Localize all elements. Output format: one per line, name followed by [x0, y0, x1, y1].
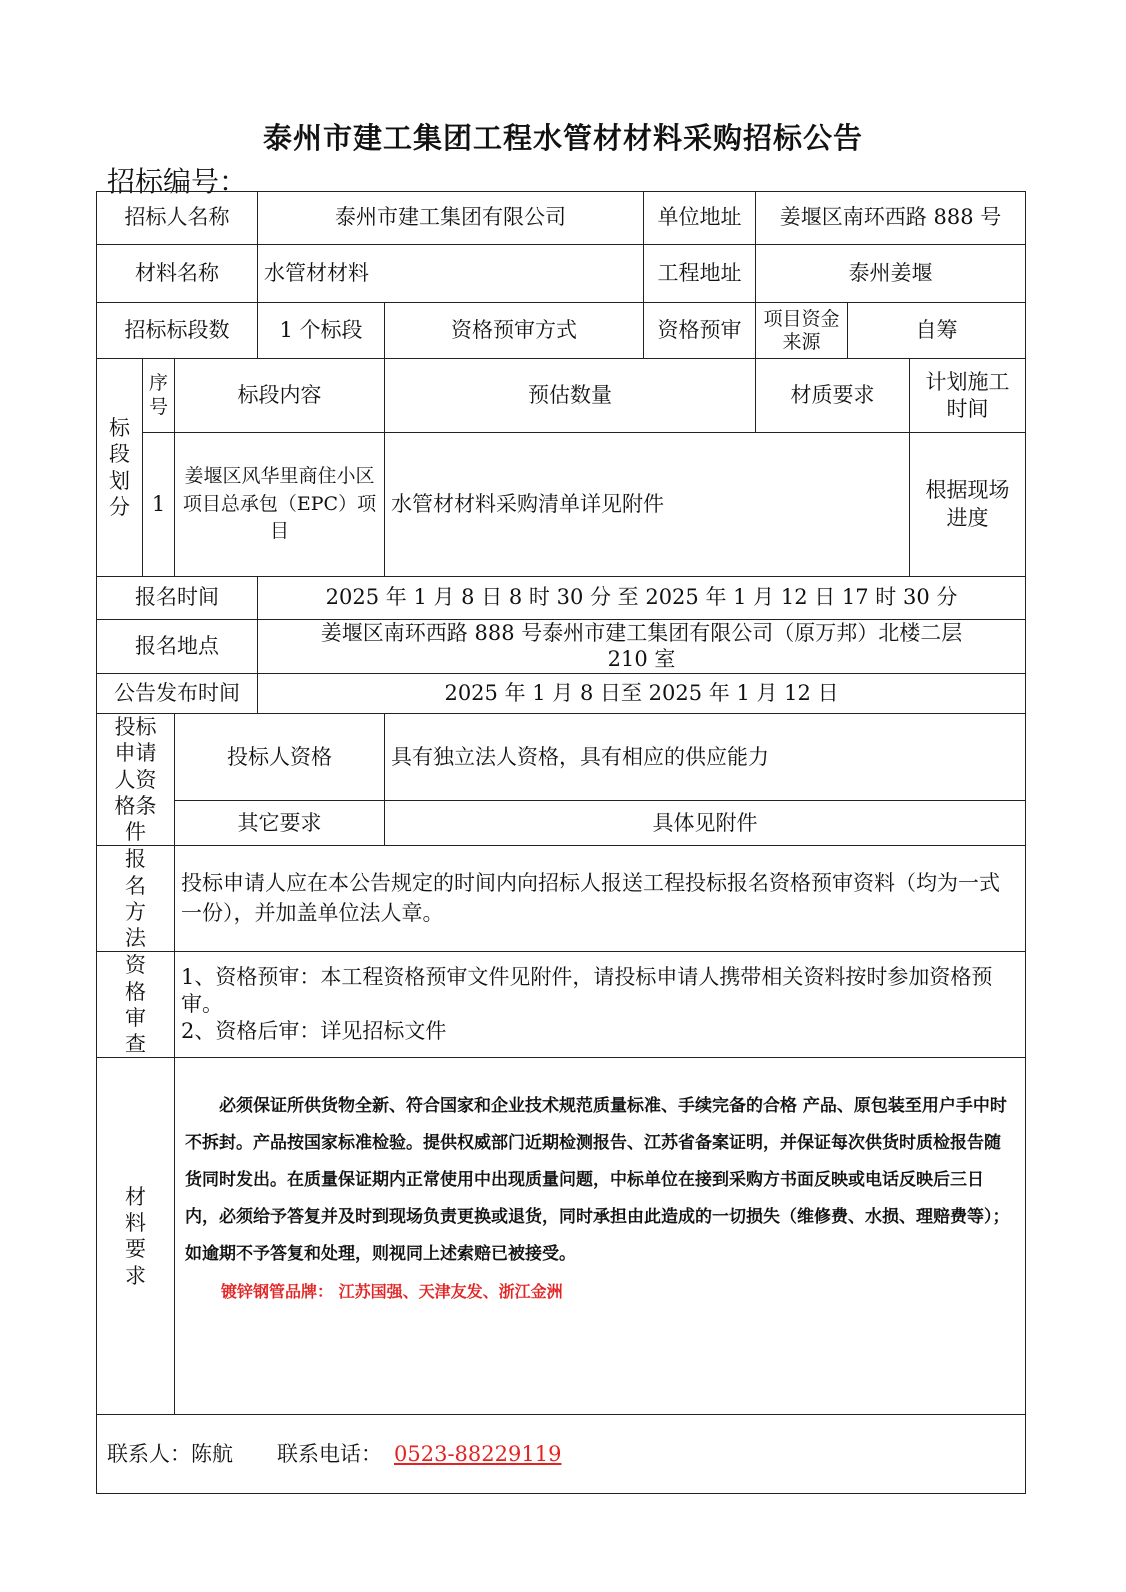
- pipe-brands: 镀锌钢管品牌： 江苏国强、天津友发、浙江金洲: [221, 1282, 563, 1302]
- review-label: 资格审查: [97, 952, 175, 1058]
- registration-place: 姜堰区南环西路 888 号泰州市建工集团有限公司（原万邦）北楼二层 210 室: [258, 620, 1026, 674]
- bidder-qualification-label: 投标人资格: [175, 714, 385, 801]
- method-label: 报名方法: [97, 846, 175, 952]
- publish-time-label: 公告发布时间: [97, 674, 258, 714]
- section-detail: 水管材材料采购清单详见附件: [385, 433, 910, 577]
- fund-source-label: 项目资金来源: [756, 303, 848, 359]
- schedule-value: 根据现场进度: [910, 433, 1026, 577]
- address-label: 单位地址: [644, 192, 756, 245]
- sections-value: 1 个标段: [258, 303, 385, 359]
- method-text: 投标申请人应在本公告规定的时间内向招标人报送工程投标报名资格预审资料（均为一式一份），并加盖单位法人章。: [175, 846, 1026, 952]
- bidder-qualification: 具有独立法人资格，具有相应的供应能力: [385, 714, 1026, 801]
- material-label: 材料名称: [97, 245, 258, 303]
- material-requirements-label: 材料要求: [97, 1058, 175, 1415]
- other-requirements: 具体见附件: [385, 801, 1026, 846]
- registration-time-label: 报名时间: [97, 577, 258, 620]
- project-address-value: 泰州姜堰: [756, 245, 1026, 303]
- contact-phone-label: 联系电话：: [277, 1441, 382, 1466]
- schedule-header: 计划施工时间: [910, 359, 1026, 433]
- contact-person-label: 联系人：: [107, 1441, 191, 1466]
- registration-time: 2025 年 1 月 8 日 8 时 30 分 至 2025 年 1 月 12 日 17 时 30 分: [258, 577, 1026, 620]
- division-label: 标段划分: [97, 359, 143, 577]
- bid-number-label: 招标编号：: [107, 165, 248, 198]
- fund-source-value: 自筹: [848, 303, 1026, 359]
- publish-time: 2025 年 1 月 8 日至 2025 年 1 月 12 日: [258, 674, 1026, 714]
- contact-phone-link[interactable]: 0523-88229119: [394, 1441, 562, 1466]
- seq-value: 1: [143, 433, 175, 577]
- prequal-method-label: 资格预审方式: [385, 303, 644, 359]
- other-requirements-label: 其它要求: [175, 801, 385, 846]
- material-value: 水管材材料: [258, 245, 644, 303]
- quality-header: 材质要求: [756, 359, 910, 433]
- section-content: 姜堰区风华里商住小区项目总承包（EPC）项目: [175, 433, 385, 577]
- project-address-label: 工程地址: [644, 245, 756, 303]
- registration-place-label: 报名地点: [97, 620, 258, 674]
- sections-label: 招标标段数: [97, 303, 258, 359]
- address-value: 姜堰区南环西路 888 号: [756, 192, 1026, 245]
- prequal-value: 资格预审: [644, 303, 756, 359]
- quantity-header: 预估数量: [385, 359, 756, 433]
- review-line-1: 1、资格预审：本工程资格预审文件见附件，请投标申请人携带相关资料按时参加资格预审。: [181, 964, 993, 1017]
- tender-table: [96, 191, 1026, 1494]
- tenderer-label: 招标人名称: [97, 192, 258, 245]
- seq-header: 序号: [143, 359, 175, 433]
- contact-person: 陈航: [191, 1441, 233, 1466]
- material-requirements-text: 必须保证所供货物全新、符合国家和企业技术规范质量标准、手续完备的合格 产品、原包装至用户手中时不拆封。产品按国家标准检验。提供权威部门近期检测报告、江苏省备案证明，并保证每次供货时质检报告随货同时发出。在质量保证期内正常使用中出现质量问题，中标单位在接到采购方书面反映或电话反映后三日内，必须给予答复并及时到现场负责更换或退货，同时承担由此造成的一切损失（维修费、水损、理赔费等）；如逾期不予答复和处理，则视同上述索赔已被接受。: [185, 1096, 1010, 1265]
- review-line-2: 2、资格后审：详见招标文件: [181, 1019, 447, 1044]
- qualification-label: 投标申请人资格条件: [97, 714, 175, 846]
- tenderer-name: 泰州市建工集团有限公司: [258, 192, 644, 245]
- content-header: 标段内容: [175, 359, 385, 433]
- page-title: 泰州市建工集团工程水管材材料采购招标公告: [262, 121, 863, 155]
